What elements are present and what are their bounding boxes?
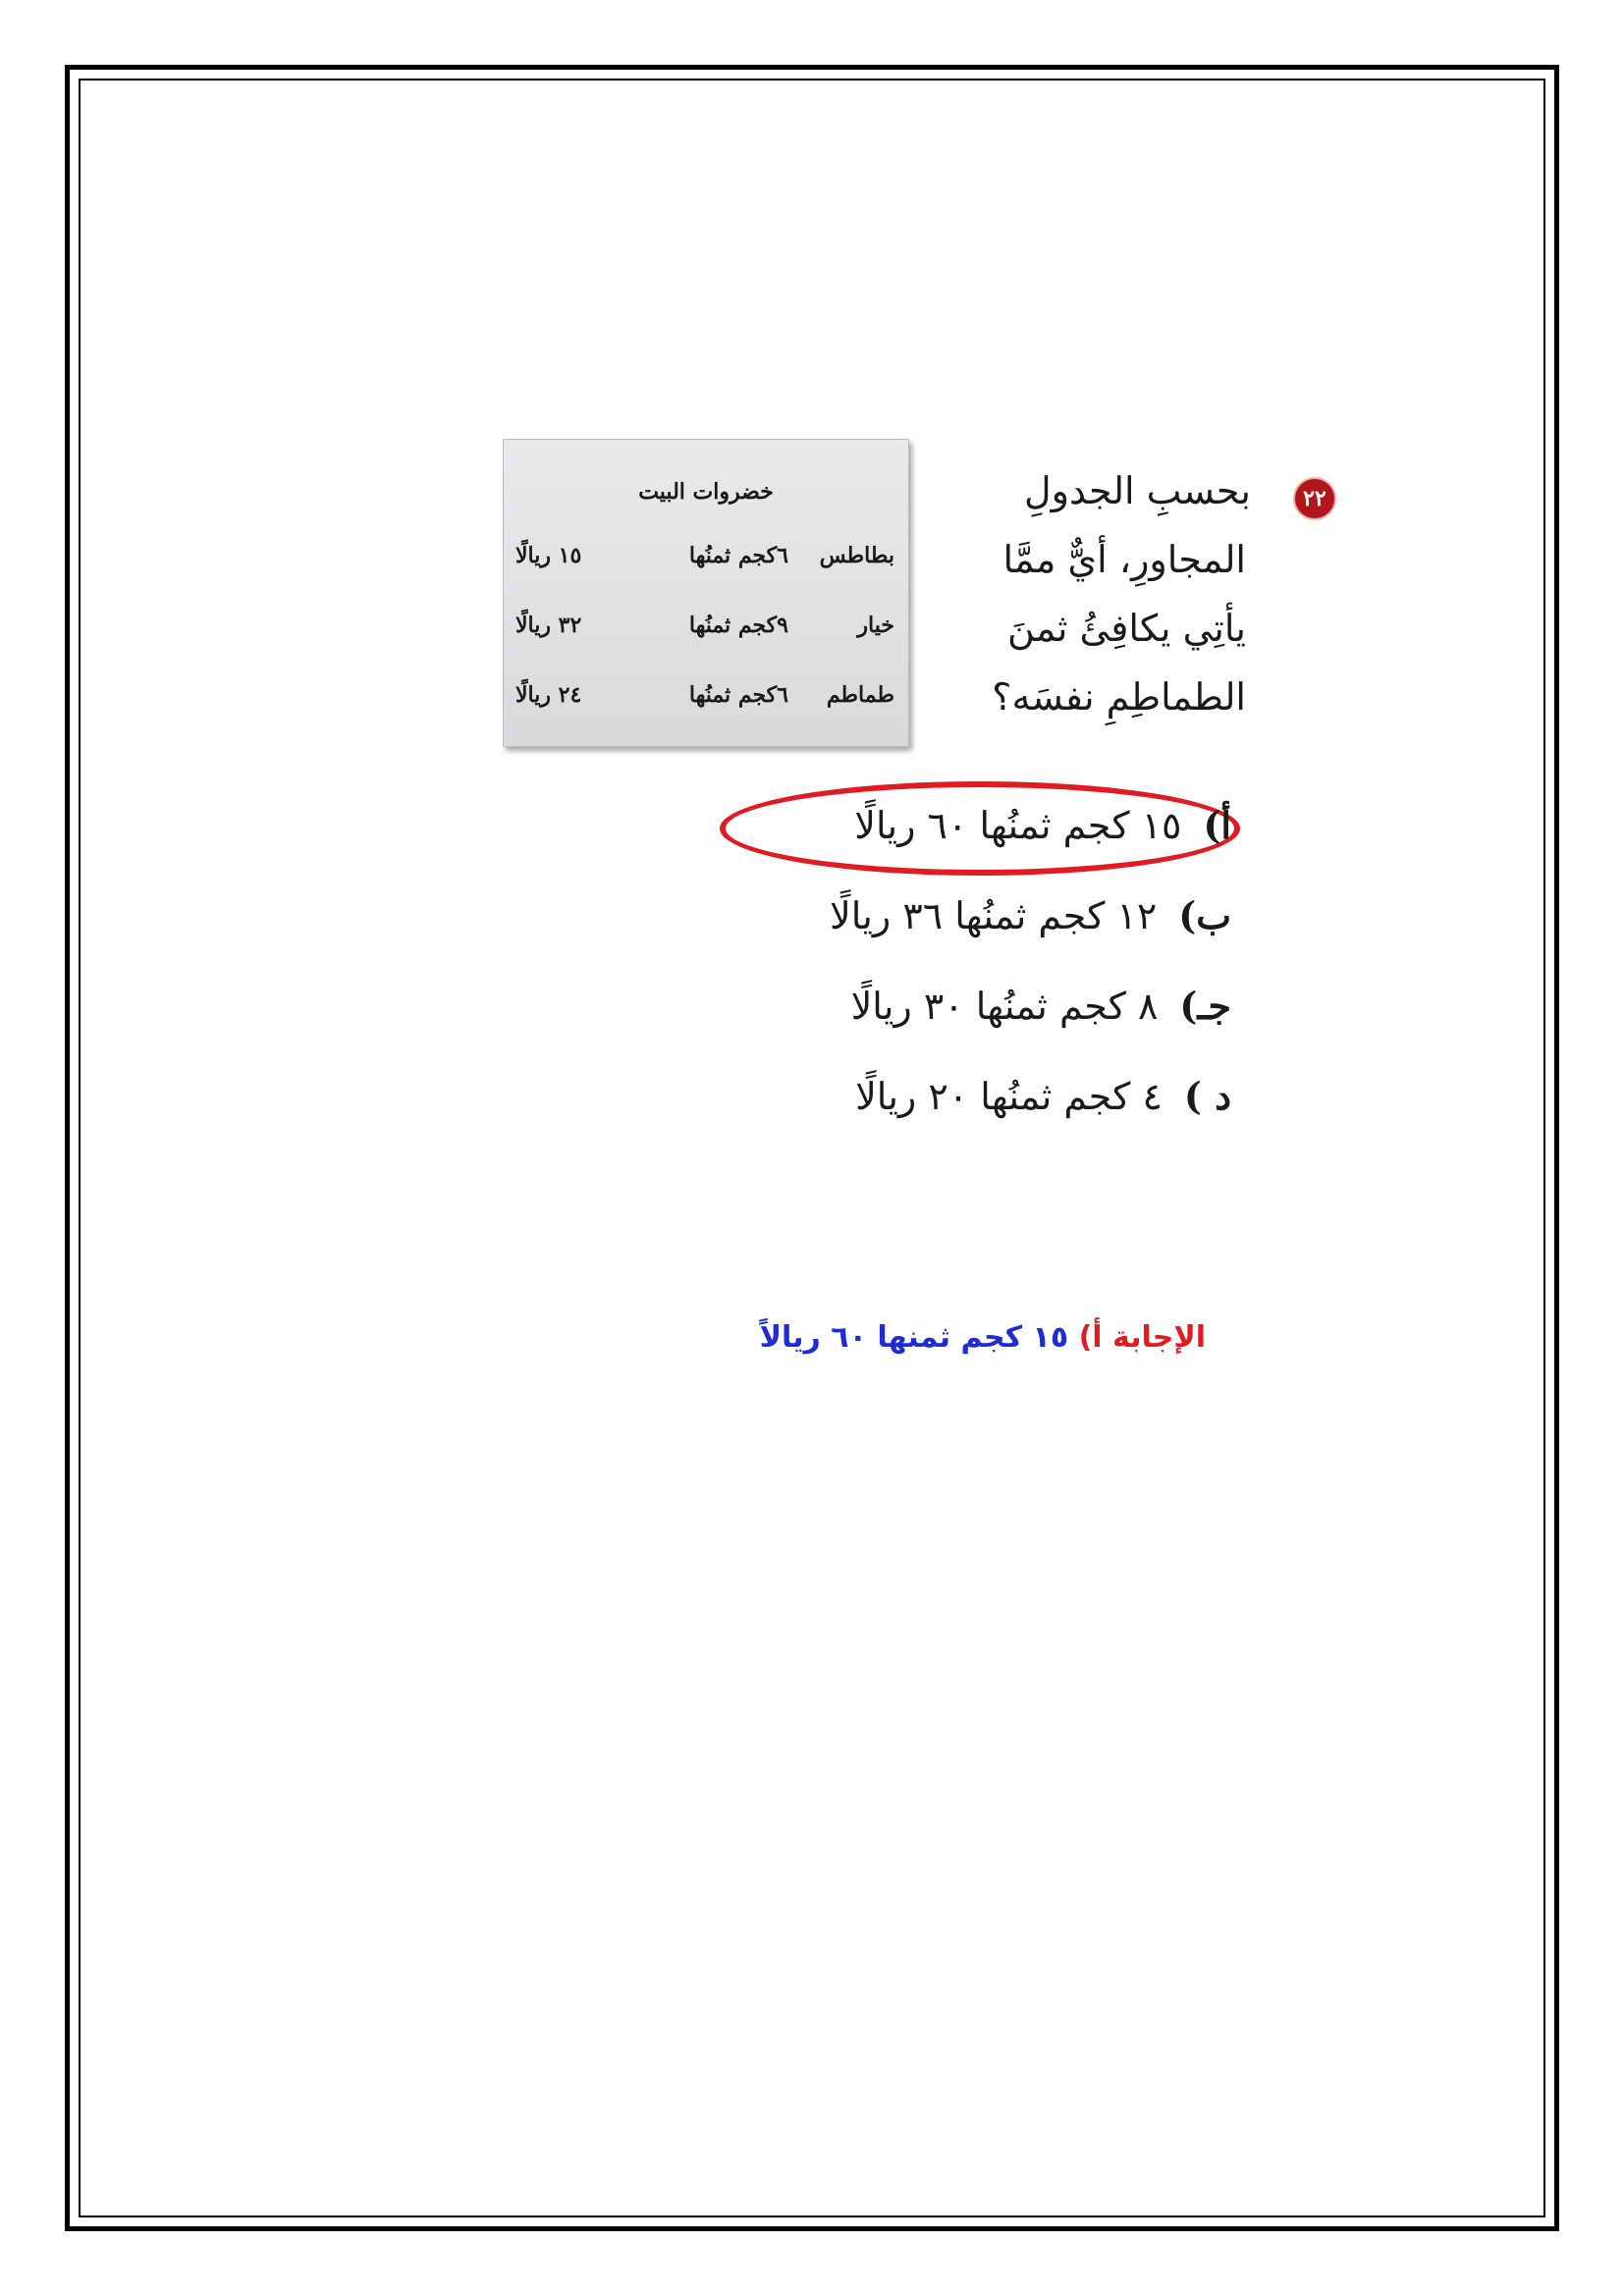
table-title: خضروات البيت (638, 479, 774, 505)
option-letter: د ) (1183, 1074, 1231, 1118)
table-cell-price: ٢٤ ريالًا (515, 682, 582, 708)
table-cell-item: طماطم (826, 682, 894, 708)
table-cell-price: ١٥ ريالًا (515, 543, 582, 568)
table-row (515, 682, 894, 716)
option-text: ٤ كجم ثمنُها ٢٠ ريالًا (855, 1075, 1163, 1118)
table-row (515, 613, 894, 646)
question-line-3: يأتِي يكافِئُ ثمنَ (1006, 607, 1246, 650)
table-cell-item: خيار (857, 613, 894, 638)
vegetables-table (503, 439, 909, 747)
option-text: ١٢ كجم ثمنُها ٣٦ ريالًا (830, 894, 1158, 937)
option-d (855, 1074, 1231, 1118)
question-line-4: الطماطِمِ نفسَه؟ (992, 675, 1246, 719)
option-letter: جـ) (1179, 984, 1231, 1028)
answer-line (760, 1320, 1206, 1355)
table-cell-price: ٣٢ ريالًا (515, 613, 582, 638)
option-b (830, 893, 1231, 937)
option-c (851, 984, 1231, 1028)
table-cell-item: بطاطس (819, 543, 894, 568)
question-number-badge: ٢٢ (1293, 477, 1336, 520)
question-line-1: بحسبِ الجدولِ (1024, 469, 1251, 512)
table-cell-qty: ٦كجم ثمنُها (688, 682, 788, 708)
table-cell-qty: ٦كجم ثمنُها (688, 543, 788, 568)
table-cell-qty: ٩كجم ثمنُها (688, 613, 788, 638)
option-a (854, 803, 1231, 847)
option-text: ٨ كجم ثمنُها ٣٠ ريالًا (850, 985, 1159, 1028)
option-letter: أ) (1203, 803, 1231, 847)
option-letter: ب) (1178, 893, 1231, 937)
table-row (515, 543, 894, 576)
question-line-2: المجاورِ، أيٌّ ممَّا (1002, 538, 1246, 581)
answer-text: ١٥ كجم ثمنها ٦٠ ريالاً (759, 1320, 1069, 1355)
option-text: ١٥ كجم ثمنُها ٦٠ ريالًا (854, 804, 1182, 847)
answer-label: الإجابة أ) (1078, 1320, 1206, 1355)
